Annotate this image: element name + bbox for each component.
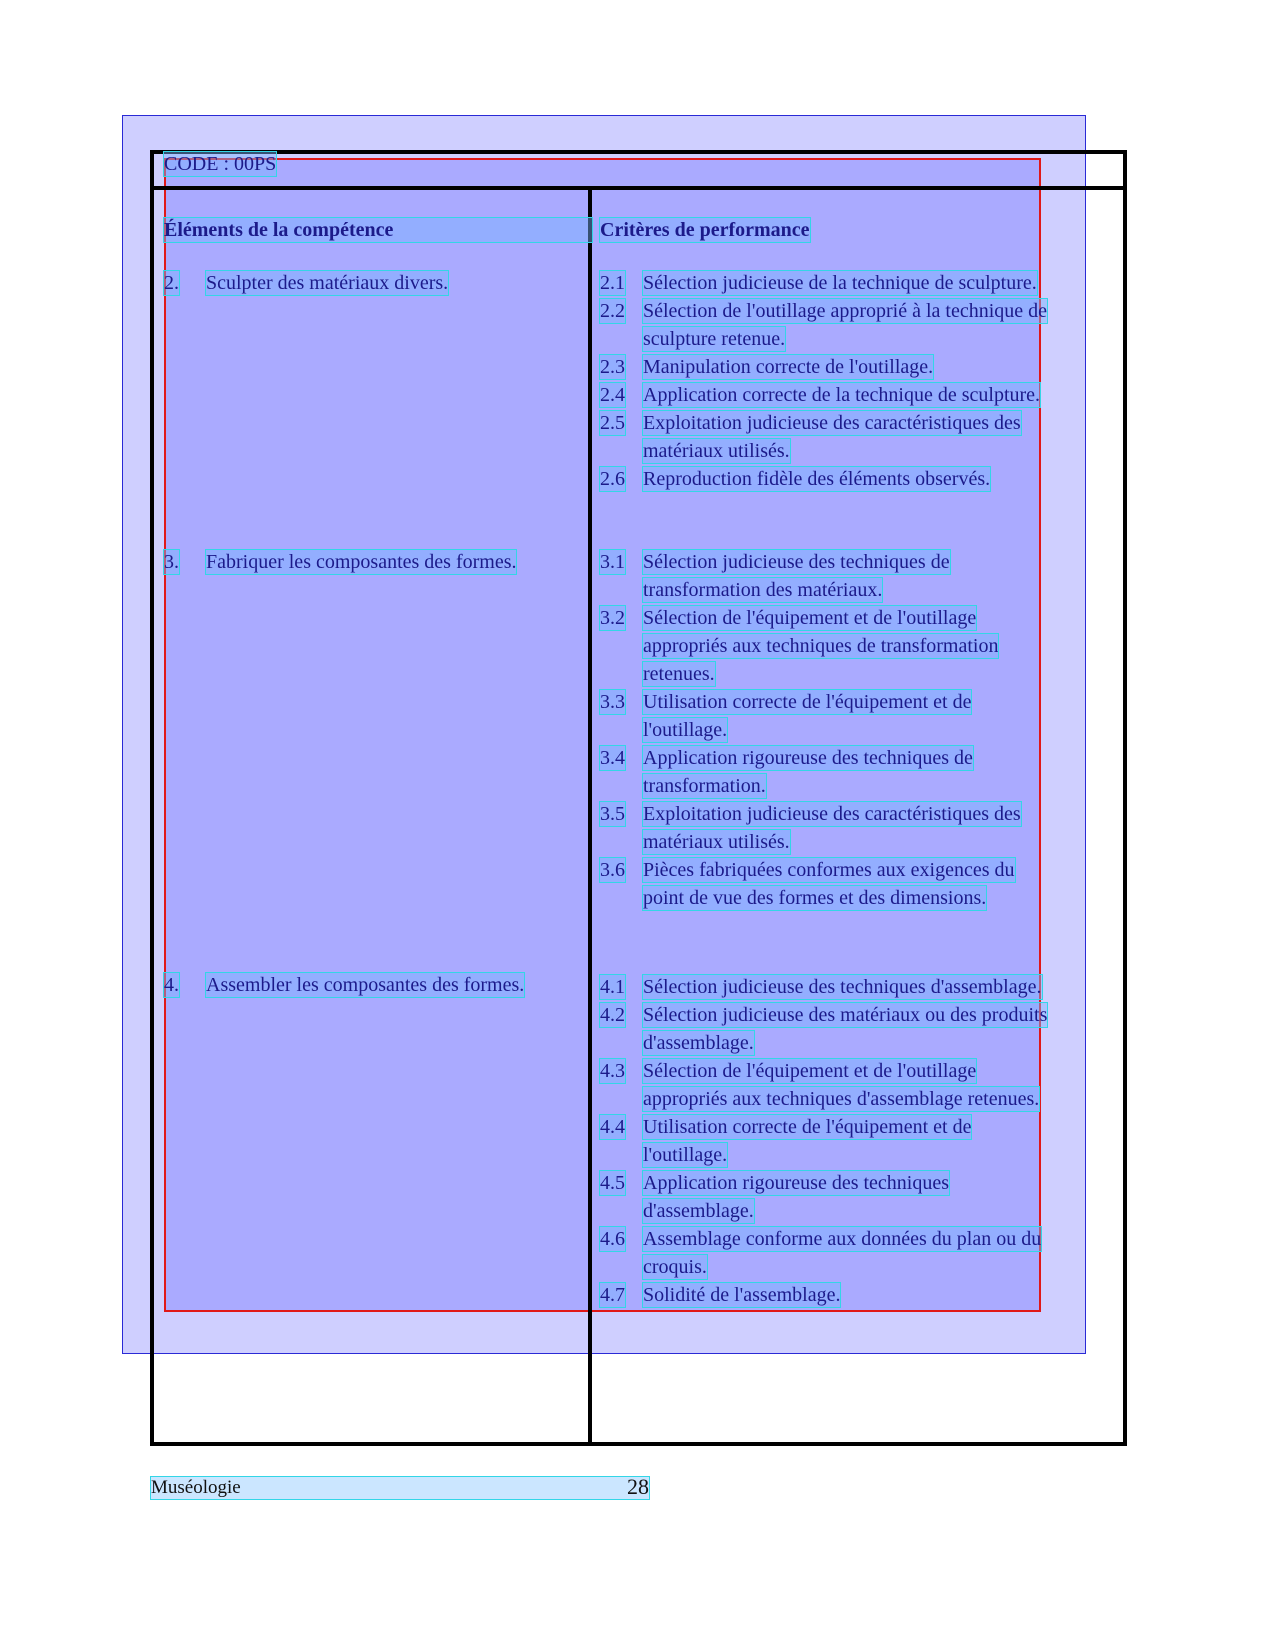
column-divider: [588, 186, 592, 1446]
criterion-number: 4.7: [600, 1284, 625, 1306]
criterion-text: Manipulation correcte de l'outillage.: [643, 356, 934, 378]
header-elements: Éléments de la compétence: [164, 218, 592, 242]
criterion-text: Reproduction fidèle des éléments observés.: [643, 468, 991, 490]
page-footer: [151, 1474, 649, 1499]
criterion-text: point de vue des formes et des dimensions.: [643, 887, 987, 909]
footer-title: Muséologie: [151, 1477, 241, 1498]
criterion-text: Exploitation judicieuse des caractéristiques des: [643, 412, 1021, 434]
header-divider: [150, 186, 1127, 190]
element-text: Fabriquer les composantes des formes.: [206, 551, 517, 573]
criterion-number: 3.6: [600, 859, 625, 881]
criterion-number: 2.6: [600, 468, 625, 490]
criterion-text: transformation.: [643, 775, 766, 797]
criterion-number: 3.1: [600, 551, 625, 573]
criterion-text: Utilisation correcte de l'équipement et de: [643, 1116, 972, 1138]
element-number: 3.: [164, 551, 179, 573]
competence-table: [150, 150, 1127, 1446]
criterion-number: 4.2: [600, 1004, 625, 1026]
criterion-text: retenues.: [643, 663, 715, 685]
element-number: 4.: [164, 974, 179, 996]
criterion-text: Pièces fabriquées conformes aux exigences du: [643, 859, 1015, 881]
criterion-text: Sélection de l'équipement et de l'outillage: [643, 1060, 977, 1082]
criterion-text: appropriés aux techniques de transformation: [643, 635, 999, 657]
criterion-text: sculpture retenue.: [643, 328, 786, 350]
criterion-number: 4.4: [600, 1116, 625, 1138]
criterion-text: d'assemblage.: [643, 1200, 754, 1222]
criterion-text: Sélection de l'équipement et de l'outillage: [643, 607, 977, 629]
criterion-text: Sélection judicieuse des techniques d'assemblage.: [643, 976, 1042, 998]
criterion-text: matériaux utilisés.: [643, 440, 790, 462]
criterion-number: 2.5: [600, 412, 625, 434]
code-label: CODE : 00PS: [164, 153, 277, 175]
criterion-text: l'outillage.: [643, 1144, 728, 1166]
element-text: Sculpter des matériaux divers.: [206, 272, 449, 294]
element-number: 2.: [164, 272, 179, 294]
criterion-text: l'outillage.: [643, 719, 728, 741]
criterion-text: Assemblage conforme aux données du plan ou du: [643, 1228, 1042, 1250]
criterion-number: 3.3: [600, 691, 625, 713]
criterion-text: Sélection judicieuse de la technique de sculpture.: [643, 272, 1037, 294]
criterion-text: Exploitation judicieuse des caractéristiques des: [643, 803, 1021, 825]
criterion-text: Sélection judicieuse des techniques de: [643, 551, 950, 573]
header-criteria: Critères de performance: [600, 219, 810, 241]
criterion-text: Application correcte de la technique de sculpture.: [643, 384, 1041, 406]
criterion-number: 3.5: [600, 803, 625, 825]
criterion-text: Utilisation correcte de l'équipement et de: [643, 691, 972, 713]
criterion-number: 2.4: [600, 384, 625, 406]
criterion-number: 3.4: [600, 747, 625, 769]
criterion-text: Sélection de l'outillage approprié à la technique de: [643, 300, 1048, 322]
criterion-number: 4.6: [600, 1228, 625, 1250]
criterion-text: croquis.: [643, 1256, 707, 1278]
criterion-number: 2.3: [600, 356, 625, 378]
criterion-number: 4.3: [600, 1060, 625, 1082]
element-text: Assembler les composantes des formes.: [206, 974, 525, 996]
criterion-text: transformation des matériaux.: [643, 579, 883, 601]
criterion-number: 4.1: [600, 976, 625, 998]
criterion-text: Solidité de l'assemblage.: [643, 1284, 841, 1306]
criterion-number: 2.1: [600, 272, 625, 294]
criterion-text: matériaux utilisés.: [643, 831, 790, 853]
criterion-text: d'assemblage.: [643, 1032, 754, 1054]
criterion-number: 4.5: [600, 1172, 625, 1194]
criterion-number: 3.2: [600, 607, 625, 629]
criterion-text: Application rigoureuse des techniques: [643, 1172, 950, 1194]
page-number: 28: [627, 1474, 649, 1499]
criterion-text: appropriés aux techniques d'assemblage retenues.: [643, 1088, 1040, 1110]
criterion-text: Application rigoureuse des techniques de: [643, 747, 973, 769]
criterion-text: Sélection judicieuse des matériaux ou des produits: [643, 1004, 1048, 1026]
criterion-number: 2.2: [600, 300, 625, 322]
